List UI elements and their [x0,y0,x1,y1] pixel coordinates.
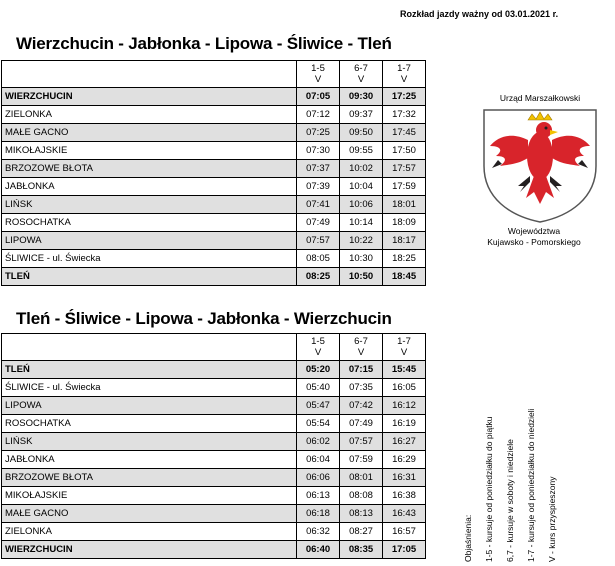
stop-name-cell: BRZOZOWE BŁOTA [2,469,297,487]
departure-time-cell: 10:02 [340,160,383,178]
course-mark: V [400,347,408,358]
departure-time-cell: 09:37 [340,106,383,124]
table-row [2,268,426,286]
course-header-cell [297,334,340,361]
departure-time-cell: 08:35 [340,541,383,559]
departure-time-cell: 06:13 [297,487,340,505]
departure-time-cell: 18:45 [383,268,426,286]
stop-name-cell: WIERZCHUCIN [2,541,297,559]
timetable-return [1,333,426,559]
departure-time-cell: 07:35 [340,379,383,397]
departure-time-cell: 07:05 [297,88,340,106]
stop-name-cell: ROSOCHATKA [2,214,297,232]
departure-time-cell: 07:59 [340,451,383,469]
departure-time-cell: 16:43 [383,505,426,523]
departure-time-cell: 06:32 [297,523,340,541]
departure-time-cell: 18:09 [383,214,426,232]
table-row [2,361,426,379]
departure-time-cell: 18:25 [383,250,426,268]
departure-time-cell: 05:20 [297,361,340,379]
course-mark: V [314,74,322,85]
departure-time-cell: 07:41 [297,196,340,214]
stop-name-cell: ROSOCHATKA [2,415,297,433]
course-mark: V [314,347,322,358]
departure-time-cell: 09:30 [340,88,383,106]
departure-time-cell: 17:45 [383,124,426,142]
crest-caption-line1: Województwa [507,226,561,236]
legend-heading: Objaśnienia: [463,514,473,562]
departure-time-cell: 07:57 [340,433,383,451]
stop-name-cell: LIŃSK [2,196,297,214]
stop-name-cell: BRZOZOWE BŁOTA [2,160,297,178]
stop-name-cell: MIKOŁAJSKIE [2,487,297,505]
departure-time-cell: 10:50 [340,268,383,286]
course-mark: V [357,347,365,358]
course-days: 1-7 [397,336,411,347]
departure-time-cell: 16:27 [383,433,426,451]
departure-time-cell: 16:19 [383,415,426,433]
crest-caption-bottom [466,226,602,248]
course-days: 1-7 [397,63,411,74]
departure-time-cell: 07:15 [340,361,383,379]
departure-time-cell: 17:25 [383,88,426,106]
legend-item: 1-7 - kursuje od poniedziałku do niedzieli [526,408,536,562]
table-row [2,379,426,397]
departure-time-cell: 09:50 [340,124,383,142]
course-days: 6-7 [354,63,368,74]
table-row [2,142,426,160]
departure-time-cell: 05:40 [297,379,340,397]
course-header-cell [340,334,383,361]
validity-note: Rozkład jazdy ważny od 03.01.2021 r. [400,9,559,19]
table-row [2,88,426,106]
table-row [2,451,426,469]
table-row [2,523,426,541]
stop-name-cell: MAŁE GACNO [2,124,297,142]
stop-name-cell: ZIELONKA [2,523,297,541]
course-mark: V [400,74,408,85]
departure-time-cell: 16:12 [383,397,426,415]
table-row [2,196,426,214]
departure-time-cell: 08:13 [340,505,383,523]
route-title-outbound: Wierzchucin - Jabłonka - Lipowa - Śliwice - Tleń [16,34,392,53]
departure-time-cell: 06:02 [297,433,340,451]
departure-time-cell: 16:29 [383,451,426,469]
departure-time-cell: 18:01 [383,196,426,214]
departure-time-cell: 08:08 [340,487,383,505]
table-row [2,397,426,415]
legend [458,372,578,562]
stop-name-cell: ŚLIWICE - ul. Świecka [2,250,297,268]
departure-time-cell: 16:57 [383,523,426,541]
table-row [2,433,426,451]
departure-time-cell: 07:42 [340,397,383,415]
table-row [2,415,426,433]
course-header-cell [297,61,340,88]
stop-name-cell: MIKOŁAJSKIE [2,142,297,160]
departure-time-cell: 06:04 [297,451,340,469]
departure-time-cell: 05:54 [297,415,340,433]
legend-item: 6,7 - kursuje w soboty i niedziele [505,439,515,562]
stop-name-cell: ŚLIWICE - ul. Świecka [2,379,297,397]
departure-time-cell: 07:12 [297,106,340,124]
table-row [2,487,426,505]
stop-name-cell: WIERZCHUCIN [2,88,297,106]
departure-time-cell: 18:17 [383,232,426,250]
departure-time-cell: 07:30 [297,142,340,160]
timetable-outbound [1,60,426,286]
departure-time-cell: 16:05 [383,379,426,397]
legend-item: V - kurs przyspieszony [547,476,557,562]
stop-name-cell: TLEŃ [2,268,297,286]
stop-name-cell: JABŁONKA [2,178,297,196]
departure-time-cell: 09:55 [340,142,383,160]
departure-time-cell: 16:38 [383,487,426,505]
table-row [2,250,426,268]
departure-time-cell: 07:39 [297,178,340,196]
departure-time-cell: 15:45 [383,361,426,379]
departure-time-cell: 06:06 [297,469,340,487]
legend-item: 1-5 - kursuje od poniedziałku do piątku [484,416,494,562]
departure-time-cell: 08:27 [340,523,383,541]
departure-time-cell: 17:32 [383,106,426,124]
departure-time-cell: 07:57 [297,232,340,250]
stop-header-cell [2,61,297,88]
table-row [2,160,426,178]
course-mark: V [357,74,365,85]
departure-time-cell: 17:05 [383,541,426,559]
departure-time-cell: 08:01 [340,469,383,487]
stop-name-cell: MAŁE GACNO [2,505,297,523]
departure-time-cell: 07:37 [297,160,340,178]
course-header-cell [383,334,426,361]
stop-name-cell: LIŃSK [2,433,297,451]
course-header-cell [340,61,383,88]
stop-name-cell: JABŁONKA [2,451,297,469]
course-header-cell [383,61,426,88]
coat-of-arms-logo [478,106,602,224]
departure-time-cell: 10:22 [340,232,383,250]
crest-caption-line2: Kujawsko - Pomorskiego [487,237,581,247]
stop-name-cell: LIPOWA [2,397,297,415]
route-title-return: Tleń - Śliwice - Lipowa - Jabłonka - Wierzchucin [16,309,392,328]
table-row [2,214,426,232]
crest-caption-top: Urząd Marszałkowski [499,93,581,103]
stop-name-cell: LIPOWA [2,232,297,250]
table-row [2,124,426,142]
departure-time-cell: 10:14 [340,214,383,232]
table-row [2,541,426,559]
departure-time-cell: 06:18 [297,505,340,523]
departure-time-cell: 05:47 [297,397,340,415]
table-row [2,178,426,196]
departure-time-cell: 17:50 [383,142,426,160]
course-days: 1-5 [311,336,325,347]
departure-time-cell: 17:57 [383,160,426,178]
departure-time-cell: 07:49 [340,415,383,433]
departure-time-cell: 10:30 [340,250,383,268]
departure-time-cell: 10:04 [340,178,383,196]
legend-text [458,408,563,562]
course-days: 6-7 [354,336,368,347]
table-row [2,469,426,487]
departure-time-cell: 06:40 [297,541,340,559]
stop-name-cell: TLEŃ [2,361,297,379]
stop-header-cell [2,334,297,361]
table-row [2,232,426,250]
stop-name-cell: ZIELONKA [2,106,297,124]
departure-time-cell: 17:59 [383,178,426,196]
course-days: 1-5 [311,63,325,74]
table-row [2,505,426,523]
departure-time-cell: 07:25 [297,124,340,142]
departure-time-cell: 07:49 [297,214,340,232]
table-row [2,106,426,124]
header-row [2,334,426,361]
departure-time-cell: 08:05 [297,250,340,268]
header-row [2,61,426,88]
departure-time-cell: 08:25 [297,268,340,286]
departure-time-cell: 16:31 [383,469,426,487]
departure-time-cell: 10:06 [340,196,383,214]
